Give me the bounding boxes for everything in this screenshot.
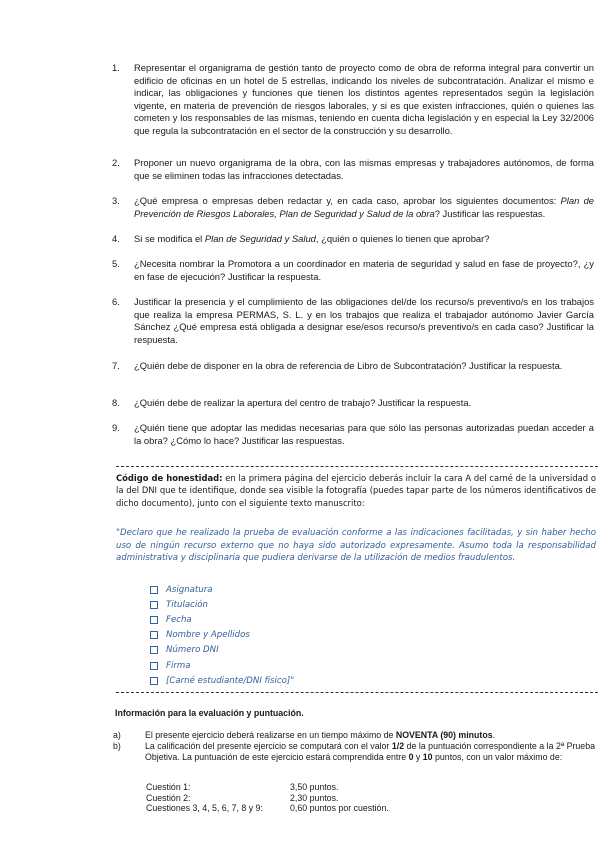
question-1 <box>112 62 594 138</box>
checklist-item: Asignatura <box>150 582 294 597</box>
question-text: ¿Quién tiene que adoptar las medidas necesarias para que sólo las personas autorizadas puedan acceder a la obra? ¿Cómo lo hace? Justificar las respuestas. <box>134 422 594 446</box>
item-label: a) <box>113 730 121 740</box>
declaration-checklist <box>150 582 294 688</box>
checkbox-icon <box>150 662 158 670</box>
question-number: 6. <box>112 296 120 307</box>
score-row: Cuestión 1: 3,50 puntos. <box>146 782 339 792</box>
question-text: Justificar la presencia y el cumplimiento de las obligaciones del/de los recurso/s preventivo/s en los trabajos que realiza la empresa PERMAS, S. L. y en los trabajos que realiza el trabajador autónomo Javier García Sánchez ¿Qué empresa está obligada a designar ese/esos recurso/s preventivo/s en cada caso? Justificar la respuesta. <box>134 296 594 345</box>
question-4 <box>112 233 594 246</box>
question-3 <box>112 195 594 220</box>
question-number: 9. <box>112 422 120 433</box>
declaration-text: "Declaro que he realizado la prueba de evaluación conforme a las indicaciones facilitadas, y sin haber hecho uso de ningún recurso externo que no haya sido autorizado expresamente. Asumo toda la responsabilidad administrativa y disciplinaria que pudiera derivarse de la utilización de medios fraudulentos. <box>116 528 596 564</box>
score-row: Cuestión 2: 2,30 puntos. <box>146 792 339 803</box>
question-7 <box>112 360 594 373</box>
honesty-code-text: en la primera página del ejercicio deberás incluir la cara A del carné de la universidad o la del DNI que te identifique, donde sea visible la fotografía (puedes tapar parte de los números identificativos de dicho documento), junto con el siguiente texto manuscrito: <box>116 473 596 508</box>
checkbox-icon <box>150 631 158 639</box>
question-9 <box>112 422 594 447</box>
honesty-code <box>116 472 596 509</box>
question-text: ¿Quién debe de realizar la apertura del centro de trabajo? Justificar la respuesta. <box>134 397 472 408</box>
question-text: Proponer un nuevo organigrama de la obra, con las mismas empresas y trabajadores autónomos, de forma que se eliminen todas las infracciones detectadas. <box>134 157 594 181</box>
question-text: Representar el organigrama de gestión tanto de proyecto como de obra de reforma integral para convertir un edificio de oficinas en un hotel de 5 estrellas, indicando los niveles de subcontratación. Analizar el mismo e indicar, las obligaciones y funciones que tienen los distintos agentes representados según la legislación vigente, en materia de prevención de riesgos laborales, y si es que existen infracciones, quién o quienes las cometen y los responsables de las mismas, teniendo en cuenta dicha legislación y en especial la Ley 32/2006 que regula la subcontratación en el sector de la construcción y su desarrollo. <box>134 62 594 136</box>
question-number: 4. <box>112 233 120 244</box>
question-number: 1. <box>112 62 120 73</box>
question-number: 7. <box>112 360 120 371</box>
honesty-code-label: Código de honestidad: <box>116 473 223 483</box>
question-text: ¿Quién debe de disponer en la obra de referencia de Libro de Subcontratación? Justificar la respuesta. <box>134 360 563 371</box>
question-number: 5. <box>112 258 120 269</box>
question-6 <box>112 296 594 346</box>
question-number: 3. <box>112 195 120 206</box>
checklist-item: Titulación <box>150 597 294 612</box>
checklist-item: Fecha <box>150 612 294 627</box>
evaluation-item-b <box>113 741 595 762</box>
checkbox-icon <box>150 616 158 624</box>
document-names: Plan de Prevención de Riesgos Laborales, Plan de Seguridad y Salud de la obra <box>134 195 594 219</box>
question-5 <box>112 258 594 283</box>
checklist-item: Firma <box>150 658 294 673</box>
question-2 <box>112 157 594 182</box>
score-table <box>146 782 389 814</box>
checkbox-icon <box>150 646 158 654</box>
question-8 <box>112 397 594 410</box>
divider-top <box>116 466 598 467</box>
plan-name: Plan de Seguridad y Salud <box>204 233 316 244</box>
item-text: La calificación del presente ejercicio se computará con el valor 1/2 de la puntuación correspondiente a la 2ª Prueba Objetiva. La puntuación de este ejercicio estará comprendida entre 0 y 10 puntos, con un valor máximo de: <box>145 741 595 762</box>
question-number: 2. <box>112 157 120 168</box>
checkbox-icon <box>150 601 158 609</box>
checklist-item: [Carné estudiante/DNI físico]" <box>150 673 294 688</box>
item-text: El presente ejercicio deberá realizarse en un tiempo máximo de NOVENTA (90) minutos. <box>145 730 496 740</box>
checklist-item: Nombre y Apellidos <box>150 628 294 643</box>
divider-bottom <box>116 692 598 693</box>
question-text: ¿Necesita nombrar la Promotora a un coordinador en materia de seguridad y salud en fase de proyecto?, ¿y en fase de ejecución? Justificar la respuesta. <box>134 258 594 282</box>
item-label: b) <box>113 741 121 751</box>
evaluation-title: Información para la evaluación y puntuación. <box>115 708 304 718</box>
checkbox-icon <box>150 586 158 594</box>
question-number: 8. <box>112 397 120 408</box>
score-row: Cuestiones 3, 4, 5, 6, 7, 8 y 9: 0,60 puntos por cuestión. <box>146 803 389 814</box>
checklist-item: Número DNI <box>150 643 294 658</box>
evaluation-item-a <box>113 730 595 741</box>
question-text: ¿Qué empresa o empresas deben redactar y, en cada caso, aprobar los siguientes documentos: Plan de Prevención de Riesgos Laborales, Plan de Seguridad y Salud de la obra? Justificar las respuestas. <box>134 195 594 219</box>
checkbox-icon <box>150 677 158 685</box>
question-text: Si se modifica el Plan de Seguridad y Salud, ¿quién o quienes lo tienen que aprobar? <box>134 233 490 244</box>
